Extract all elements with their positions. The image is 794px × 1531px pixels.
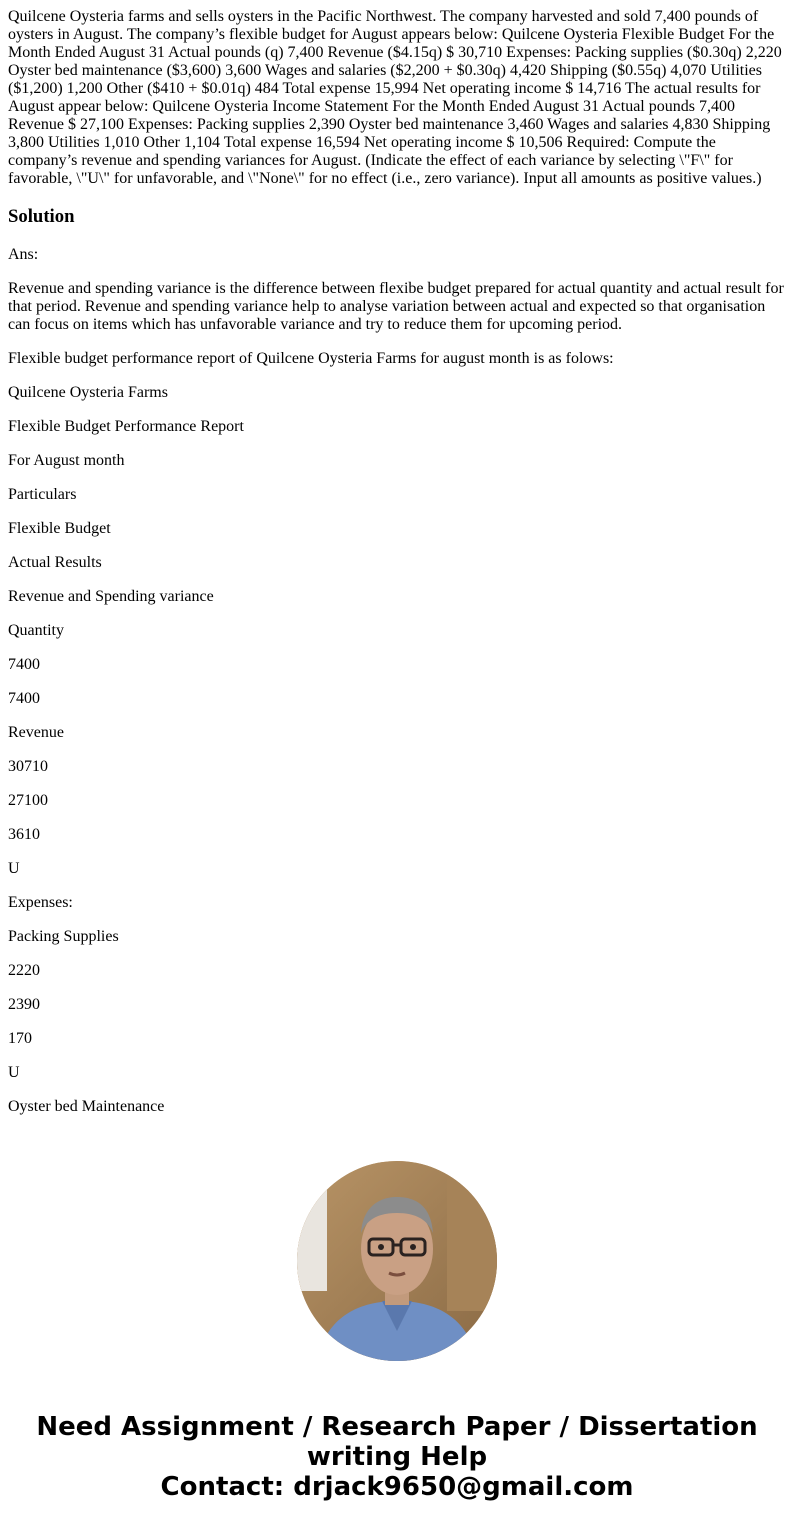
- solution-heading: Solution: [8, 206, 75, 227]
- row-revenue-effect: U: [8, 860, 20, 877]
- row-packing-label: Packing Supplies: [8, 928, 119, 945]
- row-packing-budget: 2220: [8, 962, 40, 979]
- question-text: Quilcene Oysteria farms and sells oysters in the Pacific Northwest. The company harvested and sold 7,400 pounds of oysters in August. The company’s flexible budget for August appears below: Quilcene Oysteria Flexible Budget For the Month Ended August 31 Actual pounds (q) 7,400 Revenue ($4.15q) $ 30,710 Expenses: Packing supplies ($0.30q) 2,220 Oyster bed maintenance ($3,600) 3,600 Wages and salaries ($2,200 + $0.30q) 4,420 Shipping ($0.55q) 4,070 Utilities ($1,200) 1,200 Other ($410 + $0.01q) 484 Total expense 15,994 Net operating income $ 14,716 The actual results for August appear below: Quilcene Oysteria Income Statement For the Month Ended August 31 Actual pounds 7,400 Revenue $ 27,100 Expenses: Packing supplies 2,390 Oyster bed maintenance 3,460 Wages and salaries 4,830 Shipping 3,800 Utilities 1,010 Other 1,104 Total expense 16,594 Net operating income $ 10,506 Required: Compute the company’s revenue and spending variances for August. (Indicate the effect of each variance by selecting \"F\" for favorable, \"U\" for unfavorable, and \"None\" for no effect (i.e., zero variance). Input all amounts as positive values.): [8, 8, 782, 187]
- row-packing-effect: U: [8, 1064, 20, 1081]
- intro-paragraph: Flexible budget performance report of Quilcene Oysteria Farms for august month is as folows:: [8, 350, 614, 367]
- row-packing-actual: 2390: [8, 996, 40, 1013]
- row-quantity-actual: 7400: [8, 690, 40, 707]
- report-period: For August month: [8, 452, 125, 469]
- avatar: [297, 1161, 497, 1361]
- header-particulars: Particulars: [8, 486, 77, 503]
- row-revenue-variance: 3610: [8, 826, 40, 843]
- document-body: [0, 8, 794, 1116]
- expenses-label: Expenses:: [8, 894, 73, 911]
- promo-contact-line: Contact: drjack9650@gmail.com: [160, 1472, 634, 1502]
- explanation-paragraph: Revenue and spending variance is the difference between flexibe budget prepared for actual quantity and actual result for that period. Revenue and spending variance help to analyse variation between actual and expected so that organisation can focus on items which has unfavorable variance and try to reduce them for upcoming period.: [8, 280, 784, 333]
- header-actual-results: Actual Results: [8, 554, 102, 571]
- answer-label: Ans:: [8, 246, 39, 263]
- promo-line-2: writing Help: [306, 1442, 488, 1472]
- company-name: Quilcene Oysteria Farms: [8, 384, 168, 401]
- row-revenue-budget: 30710: [8, 758, 48, 775]
- row-revenue-actual: 27100: [8, 792, 48, 809]
- header-variance: Revenue and Spending variance: [8, 588, 214, 605]
- row-quantity-budget: 7400: [8, 656, 40, 673]
- report-title: Flexible Budget Performance Report: [8, 418, 244, 435]
- promo-line-1: Need Assignment / Research Paper / Dissertation: [36, 1412, 758, 1442]
- solution-body: [8, 246, 786, 1116]
- row-oyster-bed-label: Oyster bed Maintenance: [8, 1098, 165, 1115]
- row-revenue-label: Revenue: [8, 724, 64, 741]
- person-portrait-icon: [297, 1161, 497, 1361]
- row-quantity-label: Quantity: [8, 622, 64, 639]
- row-packing-variance: 170: [8, 1030, 32, 1047]
- header-flexible-budget: Flexible Budget: [8, 520, 111, 537]
- promo-banner: [0, 1412, 794, 1502]
